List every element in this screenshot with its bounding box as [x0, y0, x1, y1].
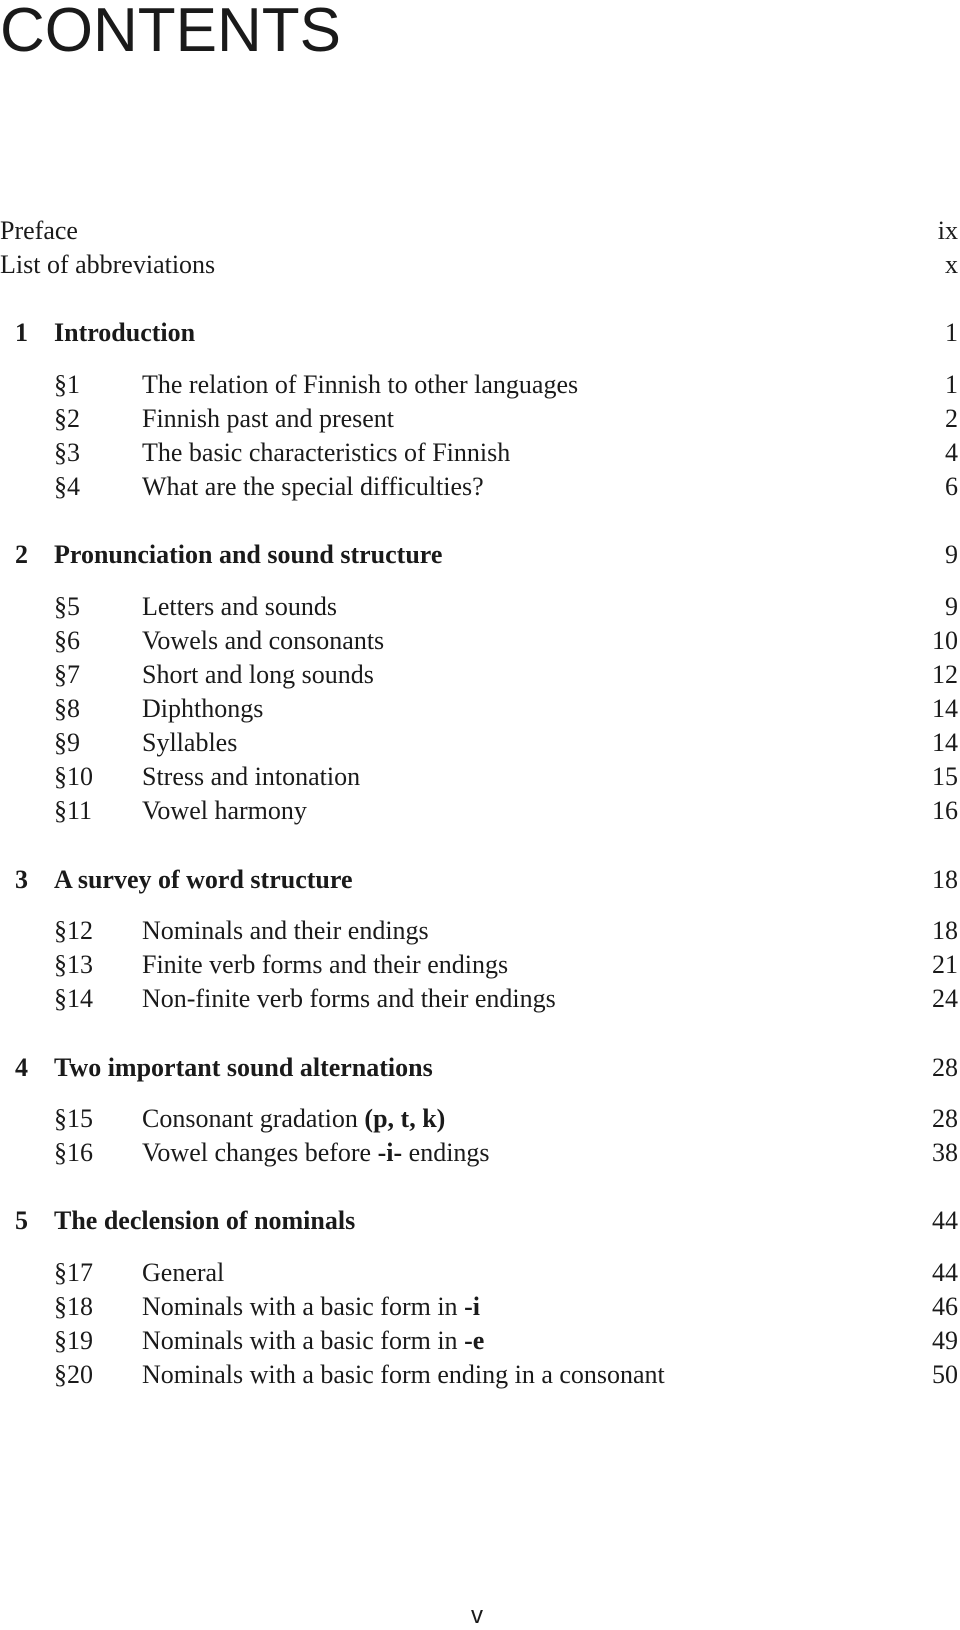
section-number: §2 — [54, 404, 80, 433]
section-page: 49 — [932, 1326, 958, 1355]
chapter-page: 18 — [932, 865, 958, 894]
toc-section-19[interactable] — [0, 1324, 958, 1358]
toc-section-2[interactable] — [0, 402, 958, 436]
section-title-text: Nominals with a basic form in — [142, 1292, 465, 1321]
section-title: Short and long sounds — [142, 660, 374, 689]
toc-entry-title: Preface — [0, 216, 78, 245]
section-number: §13 — [54, 950, 93, 979]
chapter-number: 1 — [15, 318, 28, 347]
toc-front-preface[interactable] — [0, 214, 958, 248]
section-page: 16 — [932, 796, 958, 825]
chapter-page: 44 — [932, 1206, 958, 1235]
toc-section-5[interactable] — [0, 590, 958, 624]
toc-section-4[interactable] — [0, 470, 958, 504]
chapter-page: 9 — [945, 540, 958, 569]
chapter-title: Two important sound alternations — [54, 1053, 433, 1082]
toc-section-17[interactable] — [0, 1256, 958, 1290]
section-number: §19 — [54, 1326, 93, 1355]
toc-section-12[interactable] — [0, 914, 958, 948]
section-number: §12 — [54, 916, 93, 945]
section-page: 14 — [932, 694, 958, 723]
toc-section-7[interactable] — [0, 658, 958, 692]
section-title — [142, 1102, 445, 1136]
section-page: 2 — [945, 404, 958, 433]
section-title: Nominals and their endings — [142, 916, 429, 945]
chapter-number: 3 — [15, 865, 28, 894]
section-title-text: Vowel changes before — [142, 1138, 378, 1167]
section-title-text: Consonant gradation — [142, 1104, 365, 1133]
section-number: §17 — [54, 1258, 93, 1287]
section-number: §7 — [54, 660, 80, 689]
toc-chapter-3[interactable] — [0, 863, 958, 897]
section-page: 4 — [945, 438, 958, 467]
section-title-emphasis: -i- — [377, 1138, 403, 1167]
chapter-title: Introduction — [54, 318, 196, 347]
section-title: The basic characteristics of Finnish — [142, 438, 511, 467]
section-title-emphasis: (p, t, k) — [364, 1104, 446, 1133]
section-page: 10 — [932, 626, 958, 655]
section-number: §14 — [54, 984, 93, 1013]
section-number: §3 — [54, 438, 80, 467]
section-title: Finnish past and present — [142, 404, 395, 433]
section-page: 18 — [932, 916, 958, 945]
toc-entry-title: List of abbreviations — [0, 250, 216, 279]
section-page: 50 — [932, 1360, 958, 1389]
section-page: 14 — [932, 728, 958, 757]
section-title: Vowels and consonants — [142, 626, 385, 655]
section-title: Letters and sounds — [142, 592, 337, 621]
chapter-page: 28 — [932, 1053, 958, 1082]
section-title: Non-finite verb forms and their endings — [142, 984, 556, 1013]
section-page: 21 — [932, 950, 958, 979]
section-page: 38 — [932, 1138, 958, 1167]
toc-section-10[interactable] — [0, 760, 958, 794]
section-page: 24 — [932, 984, 958, 1013]
toc-chapter-4[interactable] — [0, 1051, 958, 1085]
section-number: §20 — [54, 1360, 93, 1389]
section-title: General — [142, 1258, 225, 1287]
section-number: §11 — [54, 796, 93, 825]
chapter-number: 5 — [15, 1206, 28, 1235]
section-title-emphasis: -i — [464, 1292, 480, 1321]
chapter-title: A survey of word structure — [54, 865, 353, 894]
section-page: 9 — [945, 592, 958, 621]
section-number: §9 — [54, 728, 80, 757]
section-title-emphasis: -e — [464, 1326, 485, 1355]
toc-entry-page: x — [945, 250, 958, 279]
section-number: §8 — [54, 694, 80, 723]
section-page: 12 — [932, 660, 958, 689]
toc-chapter-5[interactable] — [0, 1204, 958, 1238]
section-number: §4 — [54, 472, 80, 501]
toc-chapter-2[interactable] — [0, 538, 958, 572]
section-title — [142, 1136, 490, 1170]
section-title — [142, 1324, 484, 1358]
toc-section-13[interactable] — [0, 948, 958, 982]
toc-front-abbreviations[interactable] — [0, 248, 958, 282]
section-title-text: endings — [402, 1138, 490, 1167]
page-number: v — [471, 1602, 483, 1629]
section-page: 6 — [945, 472, 958, 501]
section-title: Stress and intonation — [142, 762, 361, 791]
toc-section-1[interactable] — [0, 368, 958, 402]
toc-section-16[interactable] — [0, 1136, 958, 1170]
section-title: Syllables — [142, 728, 238, 757]
chapter-number: 4 — [15, 1053, 28, 1082]
section-title-text: Nominals with a basic form in — [142, 1326, 465, 1355]
section-title: Finite verb forms and their endings — [142, 950, 509, 979]
section-page: 46 — [932, 1292, 958, 1321]
toc-section-3[interactable] — [0, 436, 958, 470]
toc-section-15[interactable] — [0, 1102, 958, 1136]
section-number: §6 — [54, 626, 80, 655]
section-title: The relation of Finnish to other languages — [142, 370, 579, 399]
chapter-number: 2 — [15, 540, 28, 569]
toc-section-18[interactable] — [0, 1290, 958, 1324]
section-title: Diphthongs — [142, 694, 264, 723]
chapter-page: 1 — [945, 318, 958, 347]
toc-section-9[interactable] — [0, 726, 958, 760]
section-title — [142, 1290, 480, 1324]
section-page: 15 — [932, 762, 958, 791]
toc-entry-page: ix — [937, 216, 958, 245]
section-title: Vowel harmony — [142, 796, 307, 825]
toc-section-20[interactable] — [0, 1358, 958, 1392]
toc-section-11[interactable] — [0, 794, 958, 828]
section-page: 44 — [932, 1258, 958, 1287]
section-number: §15 — [54, 1104, 93, 1133]
section-page: 1 — [945, 370, 958, 399]
section-title: Nominals with a basic form ending in a consonant — [142, 1360, 665, 1389]
chapter-title: The declension of nominals — [54, 1206, 356, 1235]
toc-section-8[interactable] — [0, 692, 958, 726]
page-title: CONTENTS — [0, 0, 341, 65]
section-title: What are the special difficulties? — [142, 472, 484, 501]
section-number: §18 — [54, 1292, 93, 1321]
toc-section-6[interactable] — [0, 624, 958, 658]
section-number: §1 — [54, 370, 80, 399]
section-page: 28 — [932, 1104, 958, 1133]
chapter-title: Pronunciation and sound structure — [54, 540, 443, 569]
section-number: §5 — [54, 592, 80, 621]
section-number: §10 — [54, 762, 93, 791]
section-number: §16 — [54, 1138, 93, 1167]
toc-section-14[interactable] — [0, 982, 958, 1016]
toc-chapter-1[interactable] — [0, 316, 958, 350]
